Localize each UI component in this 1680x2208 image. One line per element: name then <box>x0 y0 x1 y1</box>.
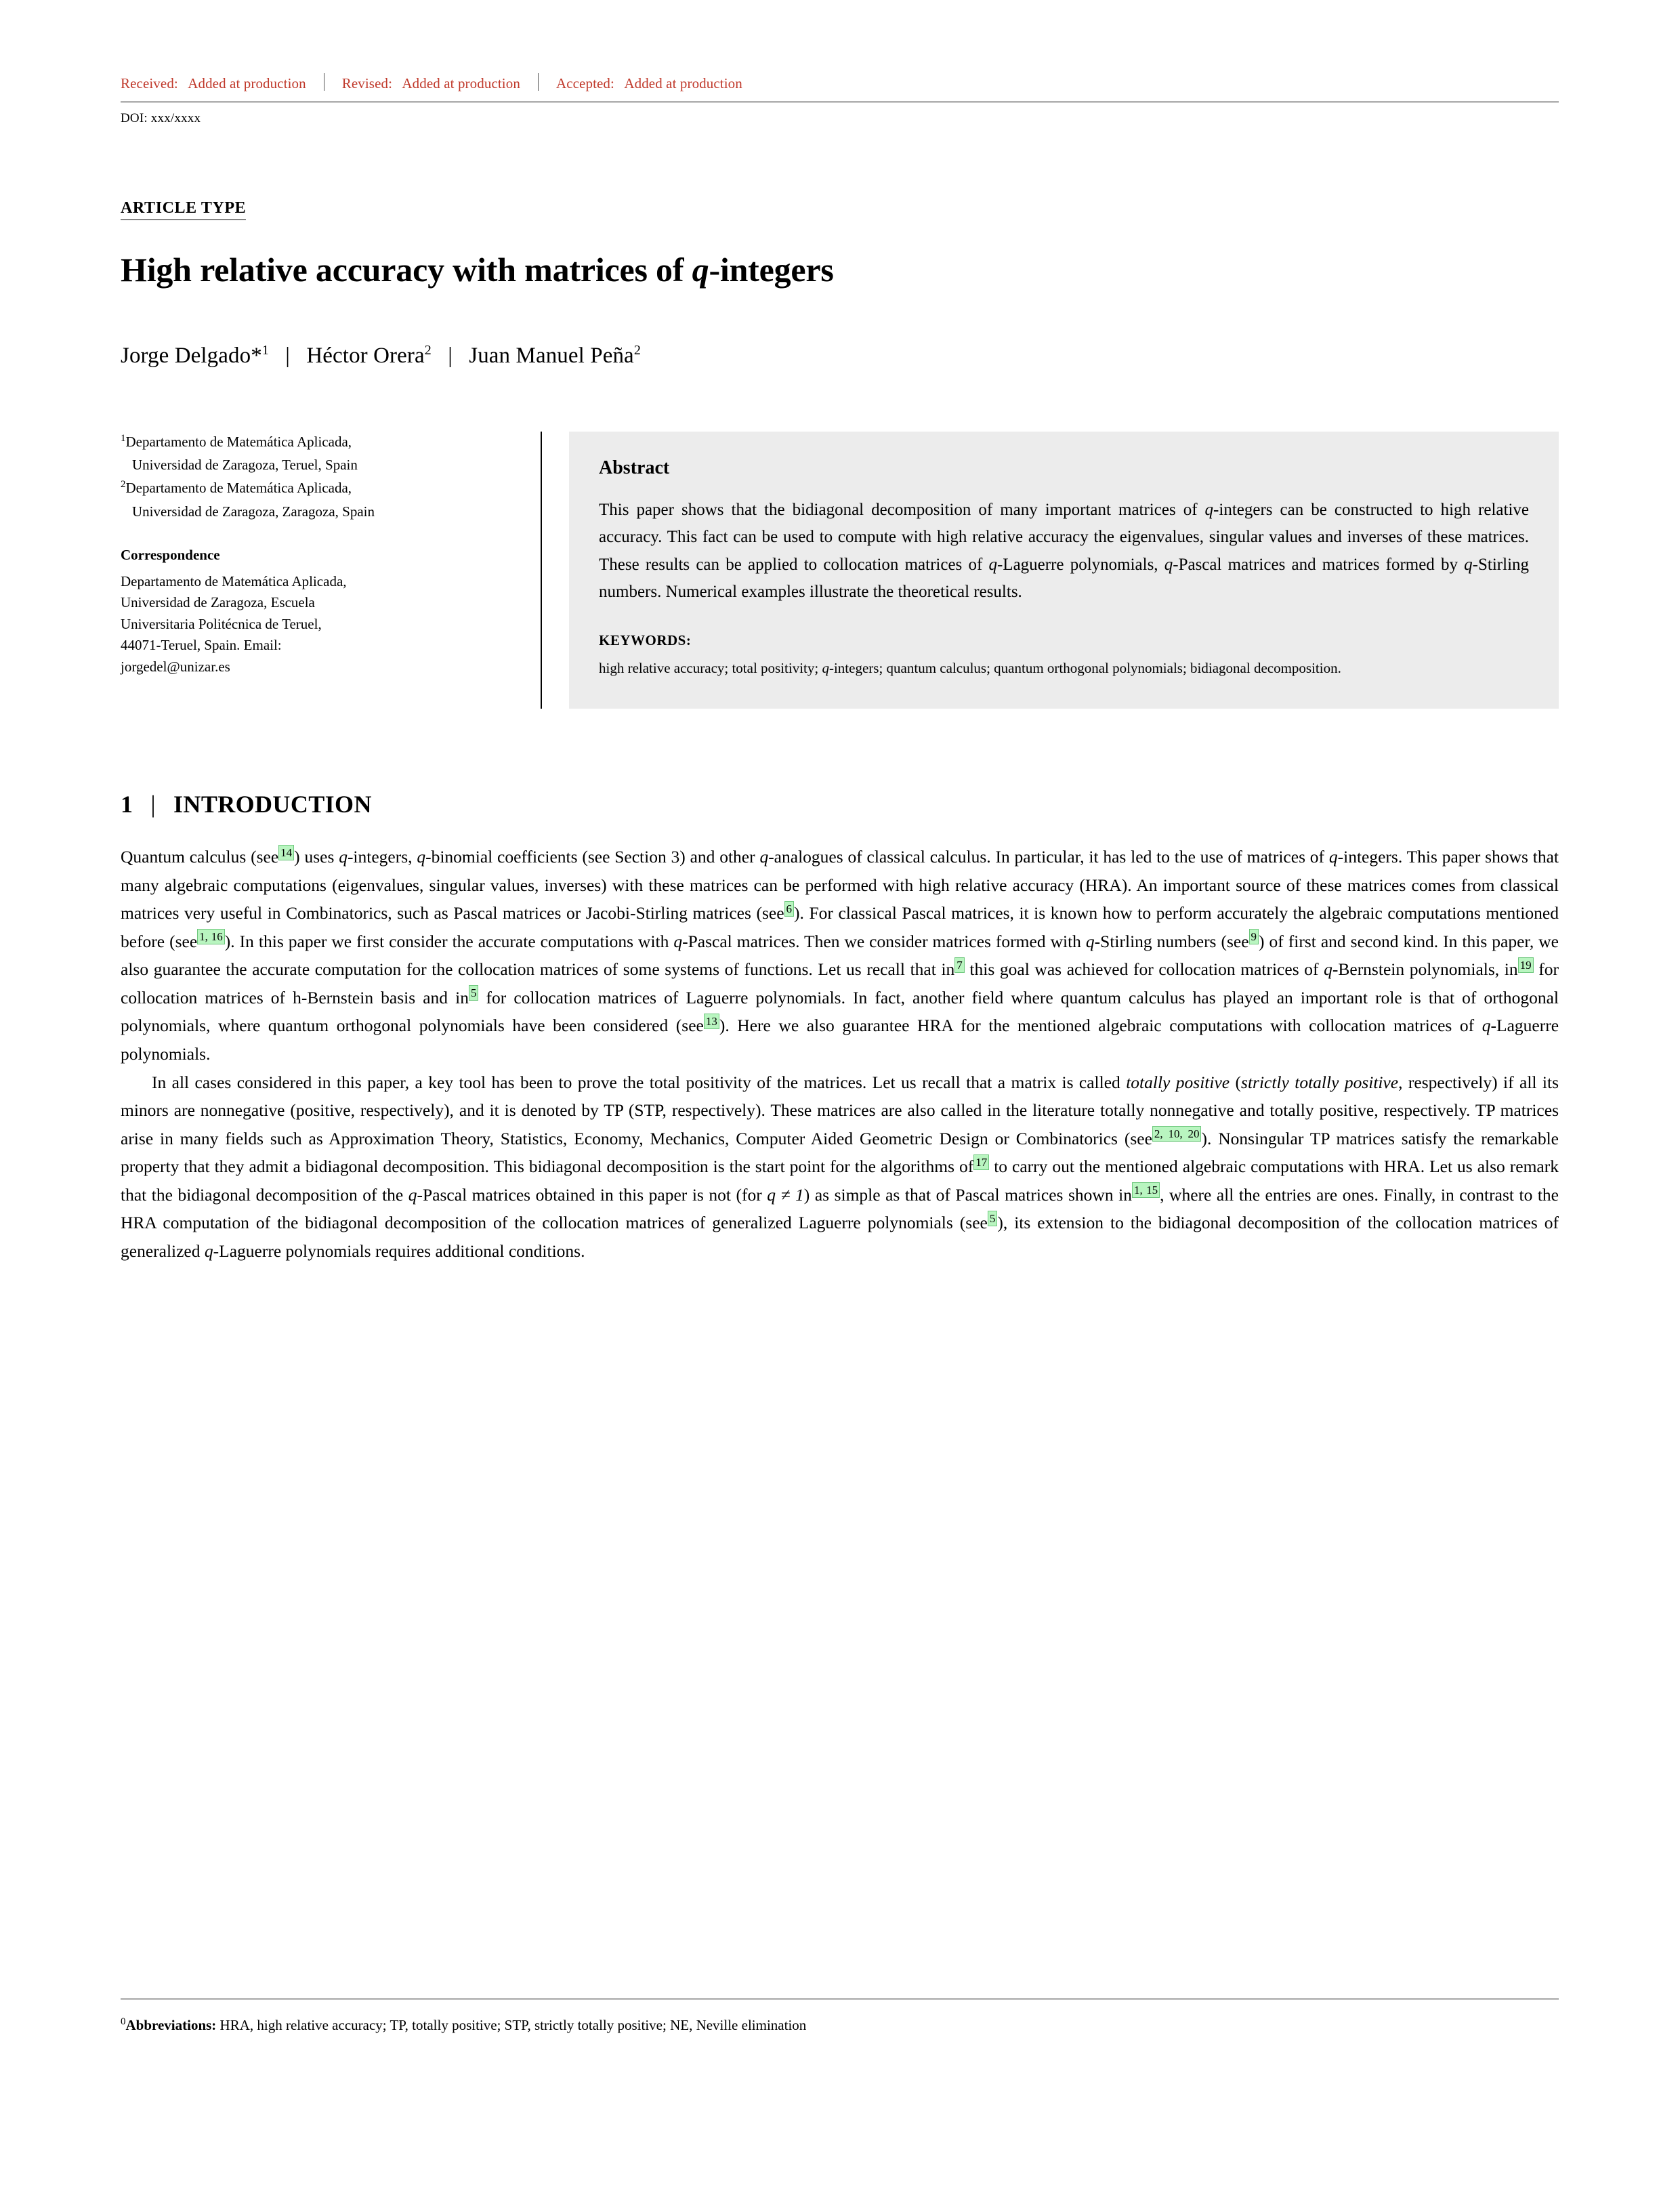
p2-seg-1: In all cases considered in this paper, a key tool has been to prove the total positivity of the matrices. Let us recall that a matrix is called <box>152 1072 1127 1092</box>
abstract-seg-3: -Laguerre polynomials, <box>996 555 1164 574</box>
p1-seg-5: -analogues of classical calculus. In particular, it has led to the use of matrices of <box>768 847 1329 867</box>
page-content <box>121 0 1559 1265</box>
p2-seg-8: , where all the entries are ones. Finally, in contrast to the HRA computation of the bidiagonal decomposition of the collocation matrices of generalized Laguerre polynomials (see <box>121 1184 1559 1233</box>
correspondence-email[interactable]: jorgedel@unizar.es <box>121 658 230 675</box>
abstract-italic-q-3: q <box>1164 555 1173 574</box>
section-title: INTRODUCTION <box>173 791 372 818</box>
p2-italic-3: q <box>408 1184 417 1205</box>
citation-13[interactable]: 13 <box>704 1014 719 1029</box>
received-value: Added at production <box>188 75 306 91</box>
p2-italic-2: strictly totally positive <box>1241 1072 1399 1092</box>
affiliation-1-line1 <box>121 432 516 452</box>
author-2-affiliation-marker: 2 <box>424 342 432 358</box>
p1-seg-8: ). In this paper we first consider the accurate computations with <box>224 931 674 951</box>
author-separator-2: | <box>448 343 453 368</box>
p1-italic-4: q <box>1328 847 1338 867</box>
abstract-heading: Abstract <box>599 457 670 478</box>
p1-seg-17: -Laguerre polynomials. <box>121 1016 1559 1064</box>
keywords-seg-2: -integers; quantum calculus; quantum orthogonal polynomials; bidiagonal decomposition. <box>828 659 1341 676</box>
p1-seg-7: ). For classical Pascal matrices, it is known how to perform accurately the algebraic computations mentioned before (see <box>121 903 1559 951</box>
author-2-name: Héctor Orera <box>306 343 425 368</box>
affiliation-2-text1: Departamento de Matemática Aplicada, <box>125 480 352 497</box>
p2-seg-6: -Pascal matrices obtained in this paper is not (for <box>417 1184 768 1205</box>
author-1-affiliation-marker: 1 <box>261 342 269 358</box>
affiliation-2-line2: Universidad de Zaragoza, Zaragoza, Spain <box>132 503 375 520</box>
citation-5b[interactable]: 5 <box>988 1211 998 1226</box>
footnote-text: HRA, high relative accuracy; TP, totally positive; STP, strictly totally positive; NE, Neville elimination <box>216 2017 807 2033</box>
abstract-text <box>599 497 1529 606</box>
citation-9[interactable]: 9 <box>1249 929 1259 944</box>
abstract-italic-q-2: q <box>988 555 997 574</box>
affiliation-1-text1: Departamento de Matemática Aplicada, <box>125 433 352 450</box>
p2-italic-1: totally positive <box>1126 1072 1230 1092</box>
introduction-body <box>121 843 1559 1265</box>
p1-italic-8: q <box>1482 1016 1491 1036</box>
citation-2-10-20[interactable]: 2, 10, 20 <box>1152 1126 1202 1142</box>
intro-paragraph-1 <box>121 843 1559 1068</box>
affiliation-2 <box>121 478 516 522</box>
received-label: Received: <box>121 75 178 91</box>
keywords-italic-q: q <box>822 659 829 676</box>
p2-seg-3: , respectively) if all its minors are nonnegative (positive, respectively), and it is denoted by TP (STP, respectively). These matrices are also called in the literature totally nonnegative and totally positive, respectively. TP matrices arise in many fields such as Approximation Theory, Statistics, Economy, Mechanics, Computer Aided Geometric Design or Combinatorics (see <box>121 1072 1559 1148</box>
p1-italic-1: q <box>339 847 348 867</box>
p1-italic-3: q <box>759 847 769 867</box>
p1-italic-2: q <box>417 847 426 867</box>
title-italic-q: q <box>692 251 709 289</box>
p2-seg-10: -Laguerre polynomials requires additional conditions. <box>213 1241 585 1261</box>
intro-paragraph-2 <box>121 1068 1559 1266</box>
p2-italic-4: q ≠ 1 <box>767 1184 804 1205</box>
p1-seg-3: -integers, <box>347 847 417 867</box>
correspondence-block <box>121 571 516 678</box>
p1-seg-12: this goal was achieved for collocation matrices of <box>964 959 1324 980</box>
abstract-seg-5: -Stirling numbers. Numerical examples illustrate the theoretical results. <box>599 555 1530 601</box>
citation-1-16[interactable]: 1, 16 <box>197 929 225 944</box>
author-2 <box>306 343 431 368</box>
p1-seg-4: -binomial coefficients (see Section 3) and other <box>425 847 760 867</box>
article-type-wrap <box>121 126 1559 220</box>
correspondence-heading: Correspondence <box>121 547 220 564</box>
p2-seg-7: ) as simple as that of Pascal matrices shown in <box>803 1184 1132 1205</box>
accepted-date <box>556 75 742 92</box>
p1-seg-15: for collocation matrices of Laguerre polynomials. In fact, another field where quantum calculus has played an important role is that of orthogonal polynomials, where quantum orthogonal polynomials have been considered (see <box>121 987 1559 1036</box>
p1-seg-10: -Stirling numbers (see <box>1094 931 1249 951</box>
affiliation-2-marker: 2 <box>121 479 126 491</box>
citation-6[interactable]: 6 <box>784 901 795 917</box>
title-part-1: High relative accuracy with matrices of <box>121 251 692 289</box>
author-separator-1: | <box>285 343 291 368</box>
citation-7[interactable]: 7 <box>954 957 965 973</box>
vertical-divider <box>541 432 542 709</box>
p2-seg-9: ), its extension to the bidiagonal decomposition of the collocation matrices of generalized <box>121 1213 1559 1261</box>
p1-italic-6: q <box>1085 931 1095 951</box>
page-title <box>121 251 1559 290</box>
p1-seg-13: -Bernstein polynomials, in <box>1332 959 1518 980</box>
citation-5a[interactable]: 5 <box>469 985 479 1001</box>
affiliation-2-line1 <box>121 478 516 498</box>
p1-seg-9: -Pascal matrices. Then we consider matrices formed with <box>682 931 1086 951</box>
p1-italic-5: q <box>673 931 683 951</box>
correspondence-line-3: Universitaria Politécnica de Teruel, <box>121 615 322 632</box>
section-heading-introduction <box>121 790 1559 818</box>
correspondence-line-1: Departamento de Matemática Aplicada, <box>121 572 347 589</box>
date-separator-2 <box>538 73 539 91</box>
p1-seg-11: ) of first and second kind. In this paper, we also guarantee the accurate computation for the collocation matrices of some systems of functions. Let us recall that in <box>121 931 1559 980</box>
citation-17[interactable]: 17 <box>973 1154 989 1170</box>
p2-seg-2: ( <box>1230 1072 1242 1092</box>
abstract-italic-q-4: q <box>1464 555 1473 574</box>
affiliation-1 <box>121 432 516 476</box>
received-date <box>121 75 306 92</box>
p1-seg-14: for collocation matrices of h-Bernstein basis and in <box>121 959 1559 1007</box>
author-3 <box>469 343 641 368</box>
revised-label: Revised: <box>341 75 393 91</box>
footnote-marker: 0 <box>121 2016 126 2027</box>
p1-seg-6: -integers. This paper shows that many algebraic computations (eigenvalues, singular values, inverses) with these matrices can be performed with high relative accuracy (HRA). An important source of these matrices comes from classical matrices very useful in Combinatorics, such as Pascal matrices or Jacobi-Stirling matrices (see <box>121 847 1559 923</box>
section-pipe: | <box>150 791 156 818</box>
citation-14[interactable]: 14 <box>278 845 294 860</box>
accepted-value: Added at production <box>624 75 742 91</box>
keywords-text <box>599 657 1529 680</box>
citation-1-15[interactable]: 1, 15 <box>1132 1182 1160 1198</box>
accepted-label: Accepted: <box>555 75 614 91</box>
p1-italic-7: q <box>1324 959 1332 980</box>
p1-seg-16: ). Here we also guarantee HRA for the mentioned algebraic computations with collocation matrices of <box>719 1016 1482 1036</box>
abstract-box <box>569 432 1559 709</box>
footnote-abbreviations <box>121 2016 1559 2035</box>
article-type: ARTICLE TYPE <box>121 199 246 220</box>
affiliation-1-line2: Universidad de Zaragoza, Teruel, Spain <box>132 456 358 473</box>
p2-seg-4: ). Nonsingular TP matrices satisfy the remarkable property that they admit a bidiagonal decomposition. This bidiagonal decomposition is the start point for the algorithms of <box>121 1128 1559 1177</box>
abstract-seg-4: -Pascal matrices and matrices formed by <box>1173 555 1465 574</box>
correspondence-line-4: 44071-Teruel, Spain. Email: <box>121 637 282 654</box>
abstract-seg-2: -integers can be constructed to high relative accuracy. This fact can be used to compute with high relative accuracy the eigenvalues, singular values and inverses of these matrices. These results can be applied to collocation matrices of <box>599 500 1529 574</box>
correspondence-line-2: Universidad de Zaragoza, Escuela <box>121 594 315 611</box>
revised-value: Added at production <box>402 75 520 91</box>
footnote-label: Abbreviations: <box>125 2017 217 2033</box>
keywords-heading: KEYWORDS: <box>599 631 692 648</box>
abstract-seg-1: This paper shows that the bidiagonal decomposition of many important matrices of <box>599 500 1205 519</box>
info-abstract-block <box>121 432 1559 709</box>
affiliation-1-marker: 1 <box>121 432 126 444</box>
p1-seg-2: ) uses <box>294 847 339 867</box>
manuscript-dates <box>121 0 1559 92</box>
author-1-name: Jorge Delgado* <box>121 343 262 368</box>
abstract-italic-q-1: q <box>1204 500 1214 519</box>
author-list <box>121 343 1559 369</box>
revised-date <box>342 75 520 92</box>
author-3-name: Juan Manuel Peña <box>469 343 634 368</box>
author-1 <box>121 343 269 368</box>
citation-19[interactable]: 19 <box>1518 957 1534 973</box>
keywords-seg-1: high relative accuracy; total positivity; <box>599 659 822 676</box>
author-3-affiliation-marker: 2 <box>633 342 641 358</box>
doi-line: DOI: xxx/xxxx <box>121 111 201 125</box>
affiliation-column <box>121 432 541 709</box>
p2-italic-5: q <box>204 1241 213 1261</box>
title-part-2: -integers <box>709 251 834 289</box>
p2-seg-5: to carry out the mentioned algebraic computations with HRA. Let us also remark that the bidiagonal decomposition of the <box>121 1157 1559 1205</box>
section-number: 1 <box>121 791 133 818</box>
p1-seg-1: Quantum calculus (see <box>121 847 279 867</box>
